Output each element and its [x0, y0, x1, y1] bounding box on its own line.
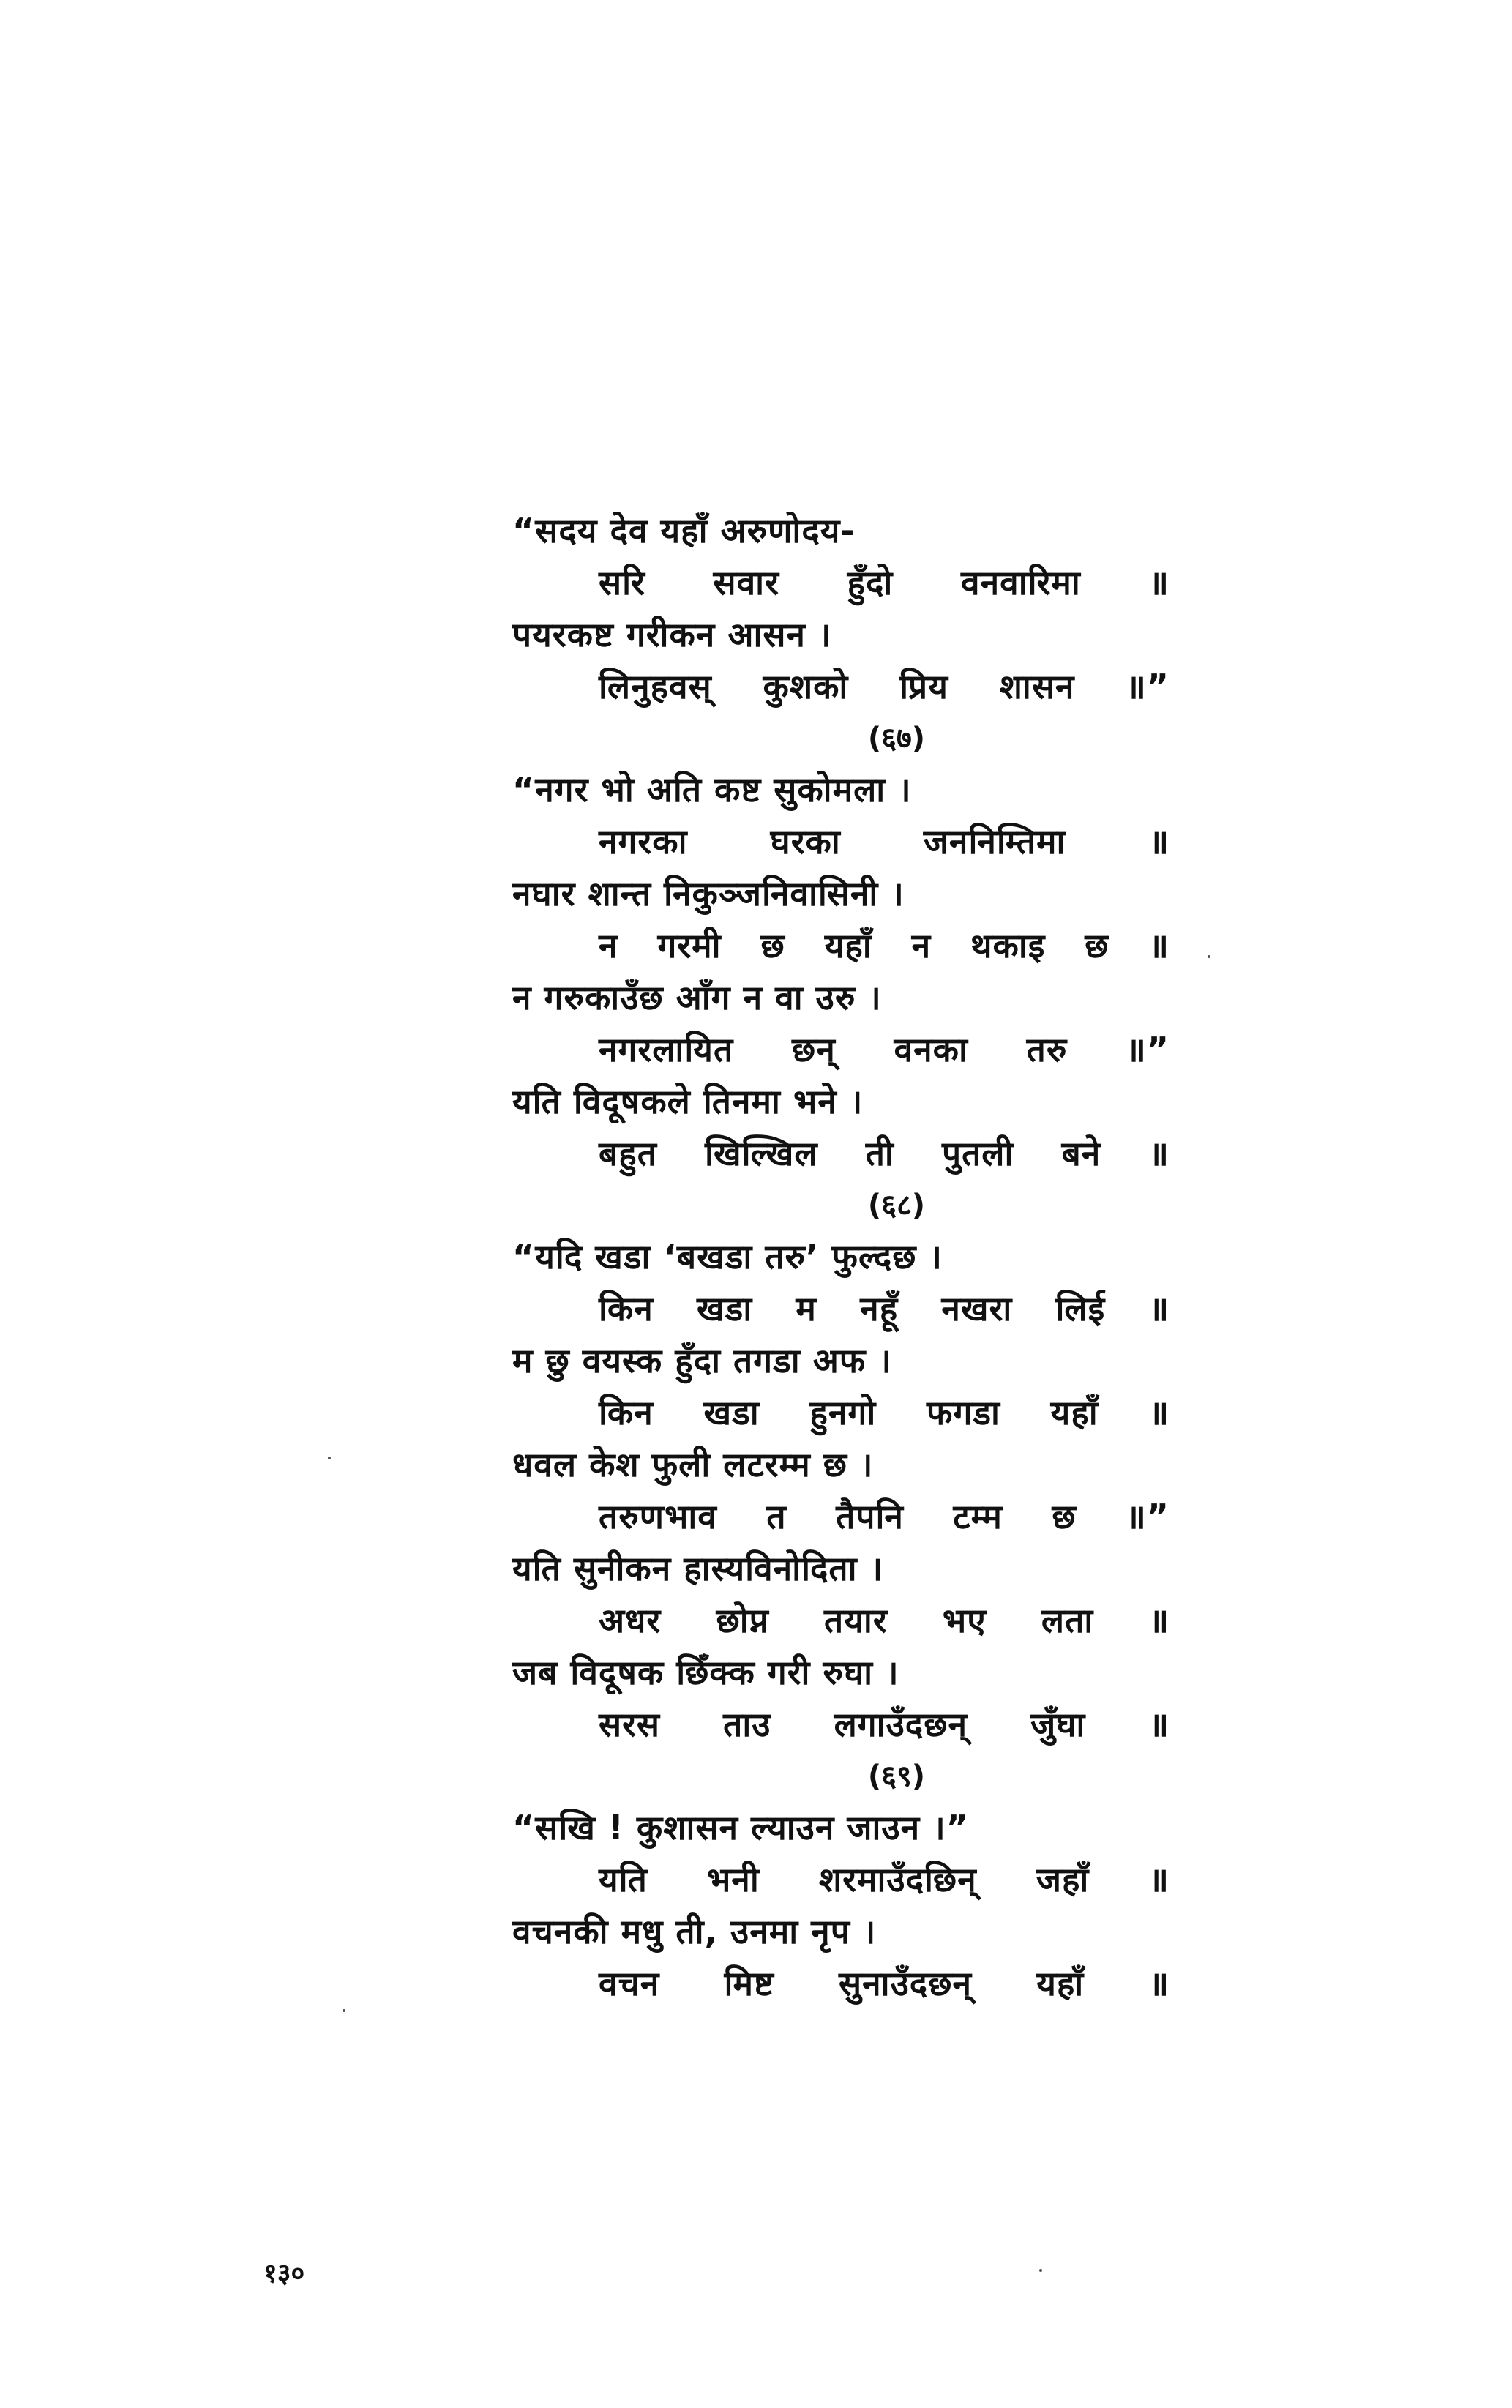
verse-line: किन खडा हुनगो फगडा यहाँ ॥ — [599, 1393, 1169, 1432]
verse-line: सरि सवार हुँदो वनवारिमा ॥ — [599, 563, 1169, 602]
verse-line: पयरकष्ट गरीकन आसन । — [512, 615, 832, 654]
verse-line: नगरलायित छन् वनका तरु ॥” — [599, 1030, 1169, 1069]
verse-number: (६७) — [867, 722, 926, 755]
verse-line: “नगर भो अति कष्ट सुकोमला । — [512, 770, 912, 809]
verse-line: नघार शान्त निकुञ्जनिवासिनी । — [512, 874, 905, 913]
verse-line: “यदि खडा ‘बखडा तरु’ फुल्दछ । — [512, 1237, 943, 1276]
verse-line: धवल केश फुली लटरम्म छ । — [512, 1445, 874, 1484]
scan-speck — [1039, 2269, 1042, 2272]
verse-line: जब विदूषक छिँक्क गरी रुघा । — [512, 1653, 899, 1692]
verse — [512, 505, 1171, 713]
verse-line: यति सुनीकन हास्यविनोदिता । — [512, 1549, 884, 1588]
verse-line: तरुणभाव त तैपनि टम्म छ ॥” — [599, 1497, 1169, 1536]
scan-speck — [328, 1457, 331, 1459]
verse-line: लिनुहवस् कुशको प्रिय शासन ॥” — [599, 667, 1169, 706]
verse-line: बहुत खिल्खिल ती पुतली बने ॥ — [599, 1134, 1169, 1173]
verse-line: वचनकी मधु ती, उनमा नृप । — [512, 1912, 877, 1951]
verse — [512, 1180, 1171, 1751]
verse — [512, 1751, 1171, 2010]
verse-line: यति विदूषकले तिनमा भने । — [512, 1082, 864, 1121]
poem-block — [512, 505, 1171, 2010]
verse-line: वचन मिष्ट सुनाउँदछन् यहाँ ॥ — [599, 1964, 1169, 2003]
page-number: १३० — [263, 2259, 305, 2289]
verse-line: न गरमी छ यहाँ न थकाइ छ ॥ — [599, 926, 1169, 965]
verse-line: “सखि ! कुशासन ल्याउन जाउन ।” — [512, 1808, 969, 1847]
verse-line: अधर छोप्न तयार भए लता ॥ — [599, 1601, 1169, 1640]
verse-number: (६८) — [867, 1189, 926, 1222]
verse-line: नगरका घरका जननिम्तिमा ॥ — [599, 822, 1169, 861]
verse-line: न गरुकाउँछ आँग न वा उरु । — [512, 978, 882, 1017]
verse-line: यति भनी शरमाउँदछिन् जहाँ ॥ — [599, 1860, 1169, 1899]
verse-number: (६९) — [867, 1760, 926, 1793]
verse-line: “सदय देव यहाँ अरुणोदय- — [512, 511, 856, 550]
verse — [512, 713, 1171, 1180]
scan-speck — [1208, 955, 1210, 958]
verse-line: सरस ताउ लगाउँदछन् जुँघा ॥ — [599, 1705, 1169, 1744]
scan-speck — [343, 2009, 345, 2012]
verse-line: किन खडा म नहूँ नखरा लिई ॥ — [599, 1289, 1169, 1328]
verse-line: म छु वयस्क हुँदा तगडा अफ । — [512, 1341, 892, 1380]
